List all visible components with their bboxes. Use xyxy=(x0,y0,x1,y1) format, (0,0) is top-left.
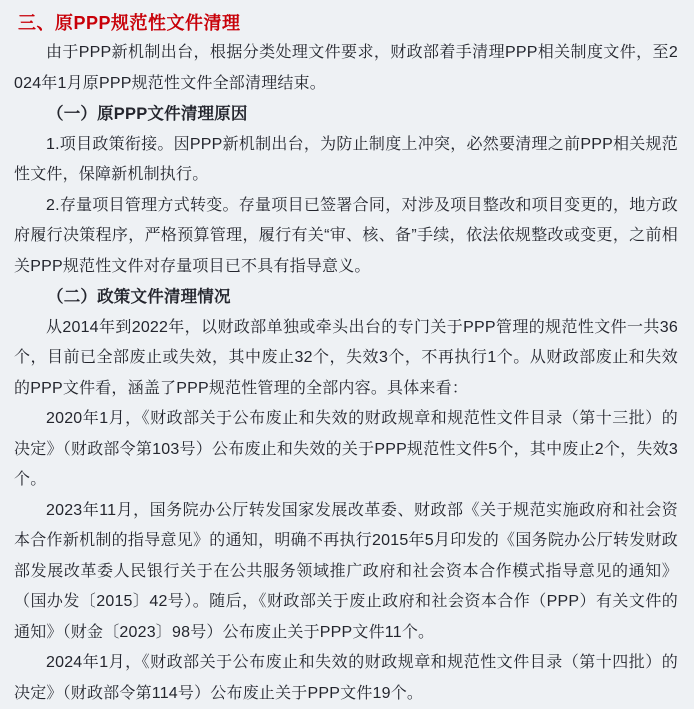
section-title: 三、原PPP规范性文件清理 xyxy=(18,13,241,33)
paragraph-intro: 由于PPP新机制出台，根据分类处理文件要求，财政部着手清理PPP相关制度文件，至2024年1月原PPP规范性文件全部清理结束。 xyxy=(14,44,678,92)
subsection-heading-2: （二）政策文件清理情况 xyxy=(47,288,231,306)
paragraph-cleanup-overview: 从2014年到2022年，以财政部单独或牵头出台的专门关于PPP管理的规范性文件一共36个，目前已全部废止或失效，其中废止32个，失效3个，不再执行1个。从财政部废止和失效的PPP文件看，涵盖了PPP规范性管理的全部内容。具体来看： xyxy=(14,318,678,397)
paragraph-2023-notice: 2023年11月，国务院办公厅转发国家发展改革委、财政部《关于规范实施政府和社会资本合作新机制的指导意见》的通知，明确不再执行2015年5月印发的《国务院办公厅转发财政部发展改革委人民银行关于在公共服务领域推广政府和社会资本合作模式指导意见的通知》（国办发〔2015〕42号）。随后，《财政部关于废止政府和社会资本合作（PPP）有关文件的通知》（财金〔2023〕98号）公布废止关于PPP文件11个。 xyxy=(14,501,678,641)
paragraph-reason-2: 2.存量项目管理方式转变。存量项目已签署合同，对涉及项目整改和项目变更的，地方政府履行决策程序，严格预算管理，履行有关“审、核、备”手续，依法依规整改或变更，之前相关PPP规范性文件对存量项目已不具有指导意义。 xyxy=(14,196,678,275)
subsection-heading-1: （一）原PPP文件清理原因 xyxy=(47,105,248,123)
paragraph-2020-decree: 2020年1月，《财政部关于公布废止和失效的财政规章和规范性文件目录（第十三批）的决定》（财政部令第103号）公布废止和失效的关于PPP规范性文件5个，其中废止2个，失效3个。 xyxy=(14,410,678,488)
paragraph-2024-decree: 2024年1月，《财政部关于公布废止和失效的财政规章和规范性文件目录（第十四批）的决定》（财政部令第114号）公布废止关于PPP文件19个。 xyxy=(14,654,678,702)
paragraph-reason-1: 1.项目政策衔接。因PPP新机制出台，为防止制度上冲突，必然要清理之前PPP相关规范性文件，保障新机制执行。 xyxy=(14,135,678,183)
